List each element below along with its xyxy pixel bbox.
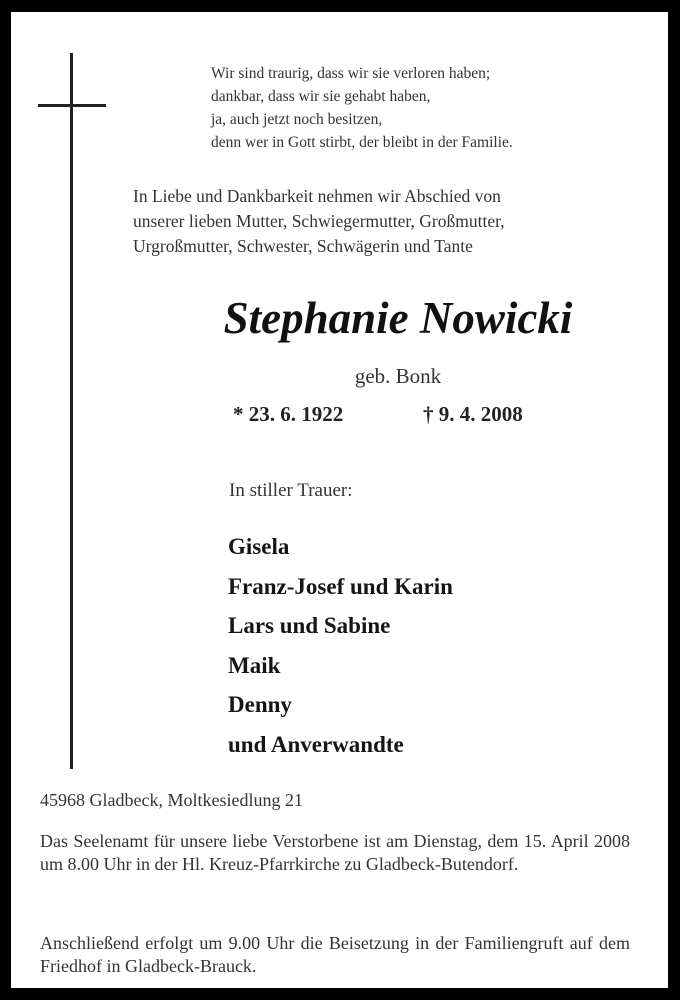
intro-line: In Liebe und Dankbarkeit nehmen wir Abschied von xyxy=(133,186,501,206)
family-member: Maik xyxy=(228,652,281,678)
mourning-label: In stiller Trauer: xyxy=(229,480,353,501)
intro-line: Urgroßmutter, Schwester, Schwägerin und Tante xyxy=(133,236,473,256)
family-member: und Anverwandte xyxy=(228,731,404,757)
deceased-name: Stephanie Nowicki xyxy=(223,293,573,343)
cross-icon-vertical xyxy=(70,53,73,769)
poem-line: ja, auch jetzt noch besitzen, xyxy=(211,111,383,128)
service-info: Das Seelenamt für unsere liebe Verstorbene ist am Dienstag, dem 15. April 2008 um 8.00 Uhr in der Hl. Kreuz-Pfarrkirche zu Gladbeck-Butendorf. xyxy=(40,831,630,874)
poem-line: denn wer in Gott stirbt, der bleibt in der Familie. xyxy=(211,134,513,151)
poem-line: dankbar, dass wir sie gehabt haben, xyxy=(211,88,431,105)
birth-date: * 23. 6. 1922 xyxy=(233,402,344,426)
family-member: Franz-Josef und Karin xyxy=(228,573,453,599)
life-dates xyxy=(233,402,523,427)
obituary-card xyxy=(11,12,668,988)
poem-line: Wir sind traurig, dass wir sie verloren haben; xyxy=(211,65,491,82)
burial-info: Anschließend erfolgt um 9.00 Uhr die Beisetzung in der Familiengruft auf dem Friedhof in Gladbeck-Brauck. xyxy=(40,933,630,976)
death-date: † 9. 4. 2008 xyxy=(423,402,523,426)
address: 45968 Gladbeck, Moltkesiedlung 21 xyxy=(40,790,303,810)
maiden-name: geb. Bonk xyxy=(354,364,442,388)
poem xyxy=(211,62,513,154)
family-member: Lars und Sabine xyxy=(228,613,391,638)
family-member: Denny xyxy=(228,692,292,717)
family-member: Gisela xyxy=(228,534,290,559)
family-list xyxy=(228,534,453,771)
intro-line: unserer lieben Mutter, Schwiegermutter, Großmutter, xyxy=(133,211,505,231)
cross-icon-horizontal xyxy=(38,104,106,107)
intro-text xyxy=(133,184,505,259)
